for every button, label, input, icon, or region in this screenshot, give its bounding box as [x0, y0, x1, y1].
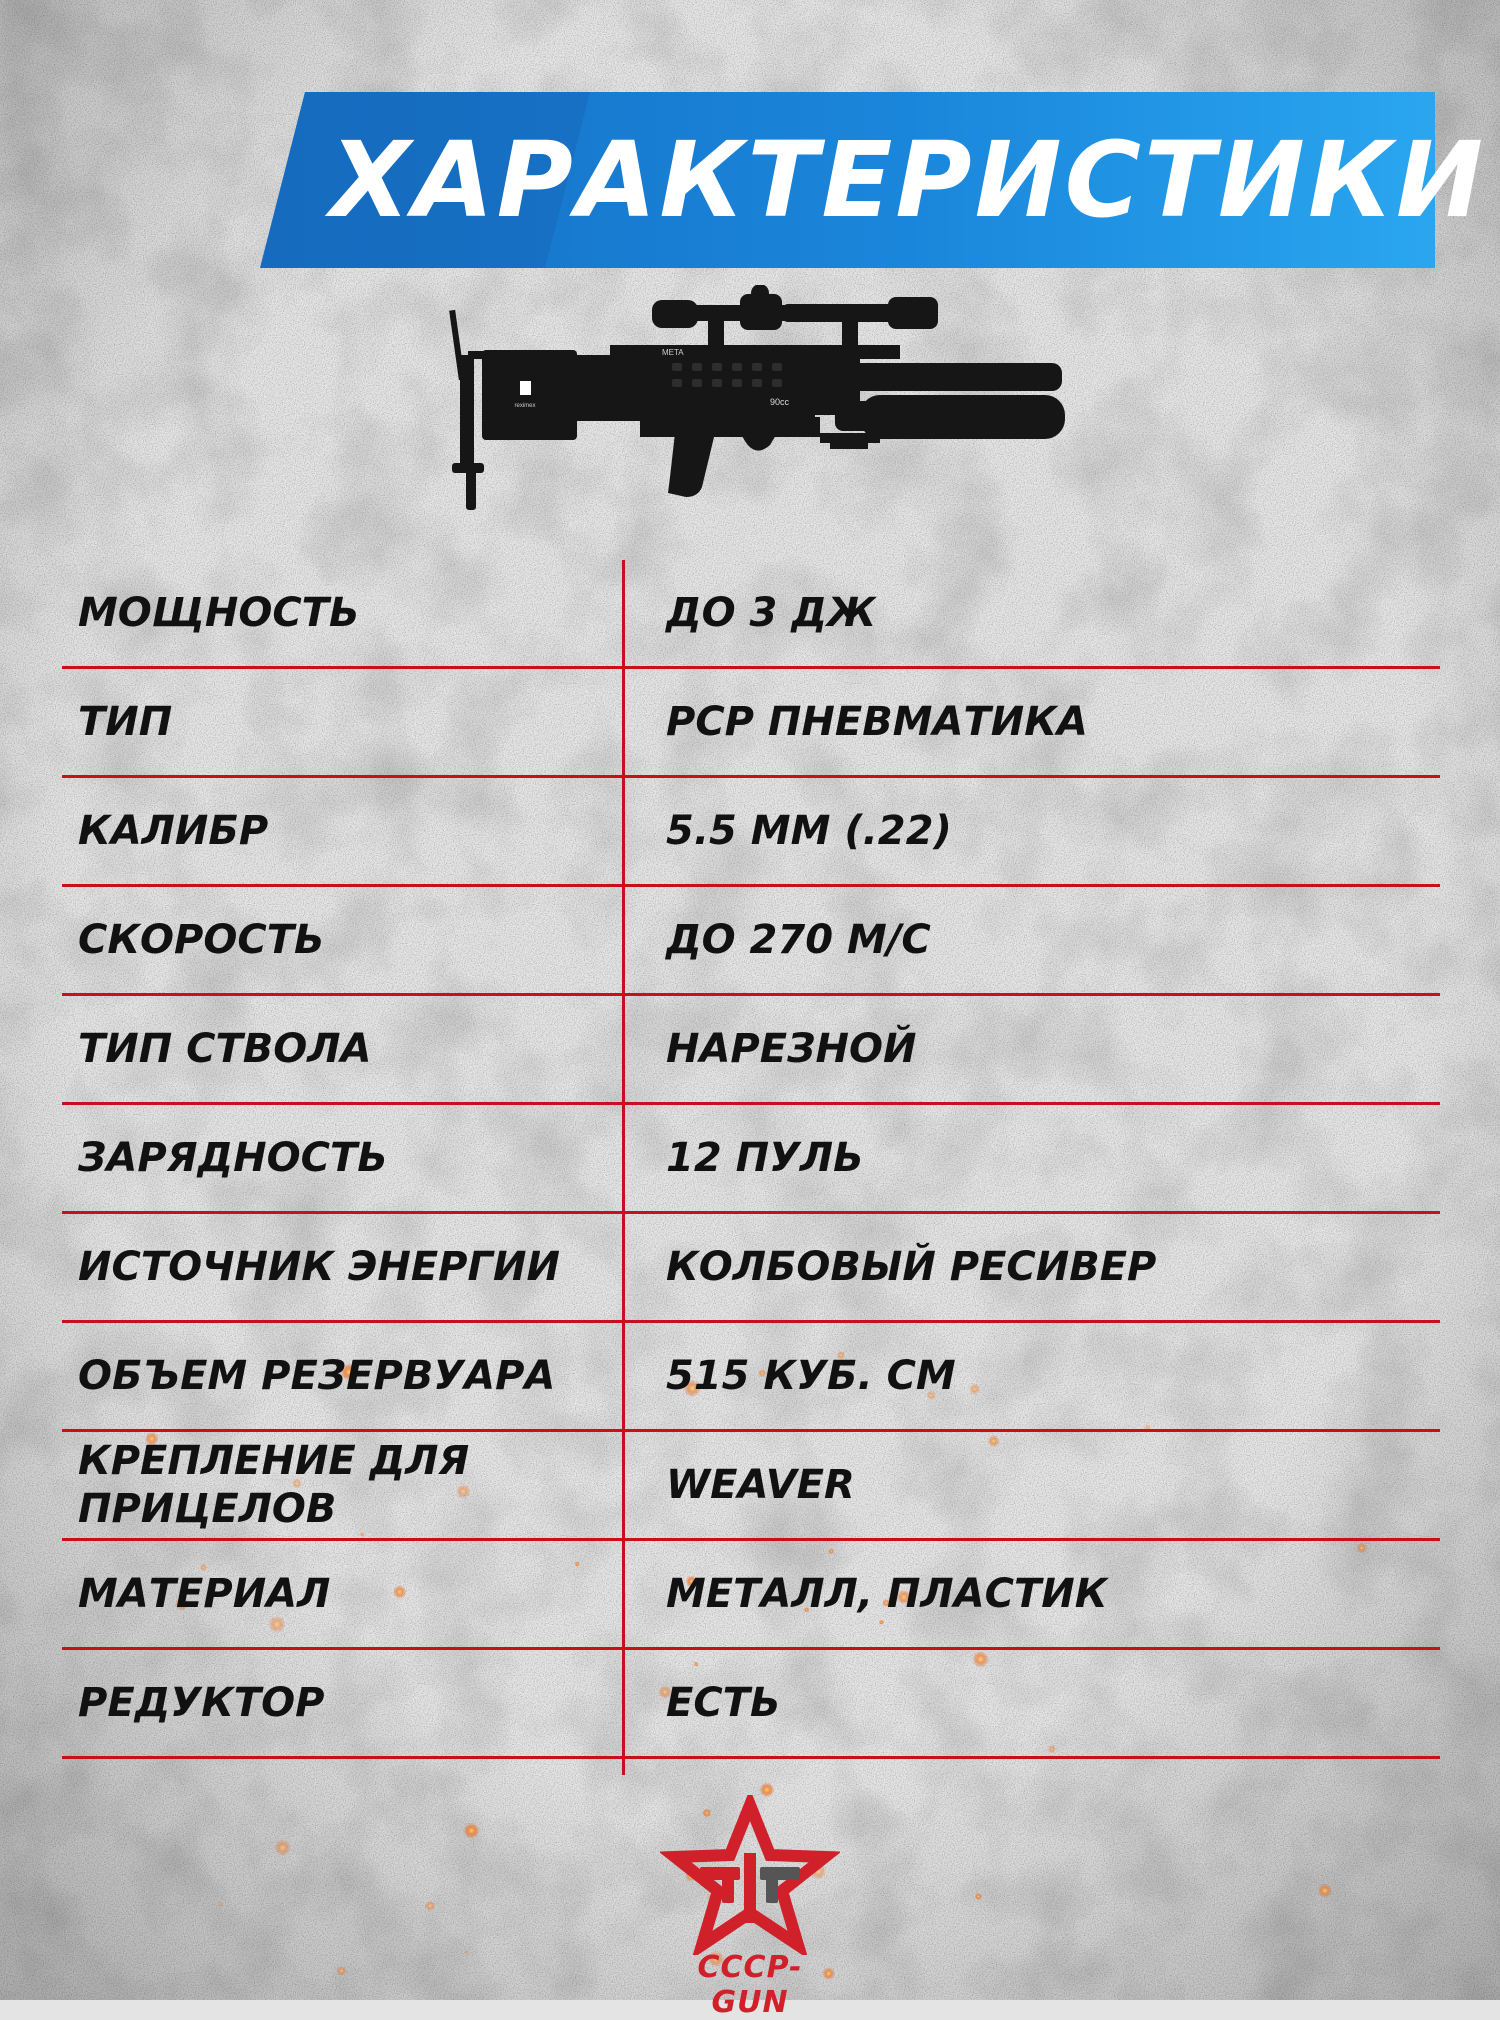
- spec-label: ТИП: [78, 699, 173, 745]
- spark: [336, 1966, 346, 1976]
- rifle-volume-text: 90cc: [770, 397, 790, 407]
- column-divider: [622, 560, 625, 1775]
- spark: [1318, 1884, 1332, 1898]
- spec-value: ДО 270 М/С: [666, 917, 931, 963]
- table-row: [62, 996, 1440, 1105]
- spec-label: МАТЕРИАЛ: [78, 1571, 331, 1617]
- spec-label: ИСТОЧНИК ЭНЕРГИИ: [78, 1244, 560, 1290]
- spec-value: НАРЕЗНОЙ: [666, 1026, 917, 1072]
- spec-label: МОЩНОСТЬ: [78, 590, 360, 636]
- spec-value: КОЛБОВЫЙ РЕСИВЕР: [666, 1244, 1157, 1290]
- spark: [465, 1950, 469, 1954]
- title-banner: [260, 92, 1486, 268]
- air-rifle-image: [440, 285, 1080, 540]
- table-row: [62, 1650, 1440, 1759]
- spec-value: ЕСТЬ: [666, 1680, 781, 1726]
- spec-value: ДО 3 ДЖ: [666, 590, 876, 636]
- rifle-brand-text: reximex: [514, 403, 536, 409]
- table-row: [62, 1214, 1440, 1323]
- spec-value: PCP ПНЕВМАТИКА: [666, 699, 1088, 745]
- spec-value: 5.5 ММ (.22): [666, 808, 952, 854]
- spec-value: 12 ПУЛЬ: [666, 1135, 864, 1181]
- spec-value: 515 КУБ. СМ: [666, 1353, 956, 1399]
- spec-value: WEAVER: [666, 1462, 855, 1508]
- spec-label: КРЕПЛЕНИЕ ДЛЯ ПРИЦЕЛОВ: [78, 1438, 470, 1532]
- spec-label: ОБЪЕМ РЕЗЕРВУАРА: [78, 1353, 556, 1399]
- table-row: [62, 669, 1440, 778]
- table-row: [62, 560, 1440, 669]
- table-row: [62, 887, 1440, 996]
- spec-label: КАЛИБР: [78, 808, 269, 854]
- spark: [975, 1893, 982, 1900]
- rifle-model-text: META: [662, 348, 684, 357]
- spark: [464, 1823, 480, 1839]
- spark: [274, 1839, 291, 1856]
- page-title: ХАРАКТЕРИСТИКИ: [330, 119, 1486, 241]
- table-row: [62, 1432, 1440, 1541]
- table-row: [62, 778, 1440, 887]
- table-row: [62, 1541, 1440, 1650]
- spec-label: ТИП СТВОЛА: [78, 1026, 372, 1072]
- spark: [425, 1901, 436, 1912]
- spec-label: СКОРОСТЬ: [78, 917, 325, 963]
- brand-logo: [660, 1795, 840, 2020]
- specs-table: [62, 560, 1440, 1775]
- brand-logo-icon: [520, 381, 531, 395]
- spark: [218, 1901, 223, 1906]
- spec-label: РЕДУКТОР: [78, 1680, 325, 1726]
- table-row: [62, 1323, 1440, 1432]
- spec-value: МЕТАЛЛ, ПЛАСТИК: [666, 1571, 1108, 1617]
- star-logo-icon: [660, 1795, 840, 1955]
- brand-logo-text: CCCP-GUN: [697, 1950, 803, 2020]
- table-row: [62, 1105, 1440, 1214]
- spec-label: ЗАРЯДНОСТЬ: [78, 1135, 388, 1181]
